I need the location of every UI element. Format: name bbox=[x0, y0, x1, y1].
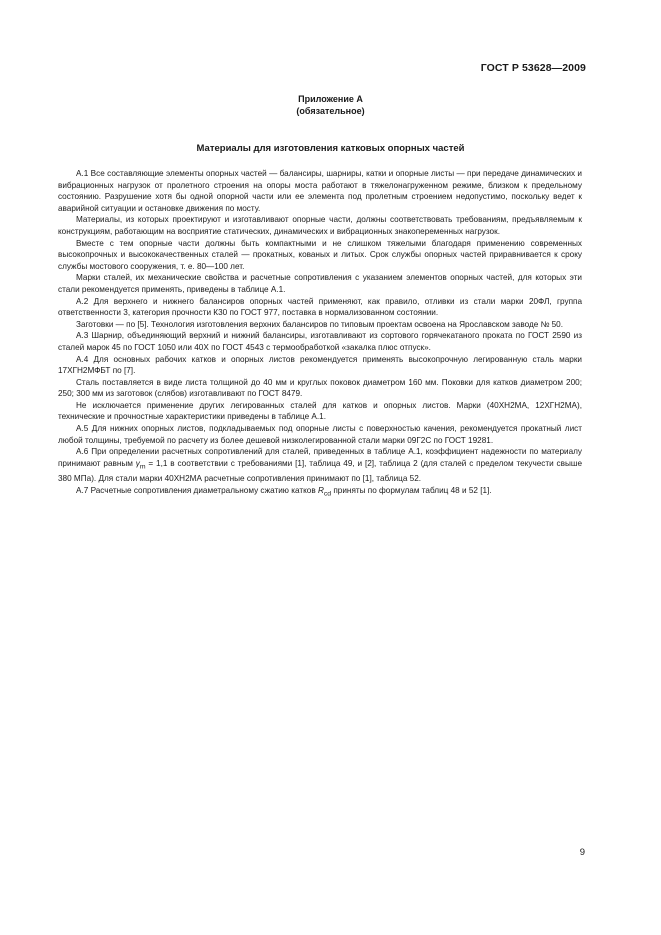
paragraph: А.2 Для верхнего и нижнего балансиров опорных частей применяют, как правило, отливки из стали марки 20ФЛ, группа ответственности 3, категория прочности К30 по ГОСТ 977, поставка в нормализованном состоянии. bbox=[58, 296, 582, 318]
annex-label: Приложение А bbox=[298, 94, 363, 104]
annex-title: Материалы для изготовления катковых опорных частей bbox=[196, 143, 465, 154]
text-run: приняты по формулам таблиц 48 и 52 [1]. bbox=[331, 485, 492, 495]
paragraph: Не исключается применение других легированных сталей для катков и опорных листов. Марки (40ХН2МА, 12ХГН2МА), технические и прочностные характеристики приведены в таблице А.1. bbox=[58, 400, 582, 422]
paragraph: Материалы, из которых проектируют и изготавливают опорные части, должны соответствовать требованиям, предъявляемым к конструкциям, работающим на восприятие статических, динамических и вибрационных знакопеременных нагрузок. bbox=[58, 215, 582, 236]
paragraph: А.5 Для нижних опорных листов, подкладываемых под опорные листы с поверхностью качения, рекомендуется прокатный лист любой толщины, требуемой по расчету из более дешевой низколегированной стали марки 09Г2С по ГОСТ 19281. bbox=[58, 424, 582, 445]
symbol-subscript: cd bbox=[323, 490, 332, 498]
document-body bbox=[58, 168, 582, 500]
symbol-r: R bbox=[317, 485, 324, 495]
paragraph: Марки сталей, их механические свойства и расчетные сопротивления с указанием элементов опорных частей, для которых эти стали рекомендуется применять, приведены в таблице А.1. bbox=[58, 273, 582, 294]
page-number: 9 bbox=[579, 847, 585, 858]
paragraph: Вместе с тем опорные части должны быть компактными и не слишком тяжелыми благодаря применению современных высокопрочных и высококачественных сталей — прокатных, кованых и литых. Срок службы опорных частей приравнивается к сроку службы мостового сооружения, т. е. 80—100 лет. bbox=[58, 238, 582, 271]
paragraph: А.3 Шарнир, объединяющий верхний и нижний балансиры, изготавливают из сортового горячекатаного проката по ГОСТ 2590 из сталей марок 45 по ГОСТ 1050 или 40Х по ГОСТ 4543 с термообработкой «закалка плюс отпуск». bbox=[58, 331, 582, 352]
annex-status: (обязательное) bbox=[296, 106, 365, 116]
text-run: А.6 При определении расчетных сопротивлений для сталей, приведенных в таблице А.1, коэффициент надежности по материалу принимают равным bbox=[58, 447, 582, 468]
document-code: ГОСТ Р 53628—2009 bbox=[480, 62, 586, 74]
text-run: А.7 Расчетные сопротивления диаметральному сжатию катков bbox=[76, 485, 318, 495]
text-run: = 1,1 в соответствии с требованиями [1], таблица 49, и [2], таблица 2 (для сталей с пределом текучести свыше 380 МПа). Для стали марки 40ХН2МА расчетные сопротивления принимают по [1], таблица 52. bbox=[58, 458, 582, 484]
paragraph: А.1 Все составляющие элементы опорных частей — балансиры, шарниры, катки и опорные листы — при передаче динамических и вибрационных нагрузок от пролетного строения на опоры моста работают в тяжелонагруженном режиме, близком к предельному состоянию. Разрушение хотя бы одной опорной части или ее элемента под пролетным строением недопустимо, поскольку ведет к аварийной ситуации и остановке движения по мосту. bbox=[58, 169, 582, 213]
annex-heading bbox=[0, 93, 661, 117]
paragraph: А.4 Для основных рабочих катков и опорных листов рекомендуется применять высокопрочную легированную сталь марки 17ХГН2МФБТ по [7]. bbox=[58, 354, 582, 376]
paragraph-a6 bbox=[58, 446, 582, 484]
symbol-subscript: m bbox=[139, 463, 146, 471]
paragraph-a7 bbox=[58, 485, 582, 500]
symbol-gamma: γ bbox=[135, 458, 140, 468]
paragraph: Заготовки — по [5]. Технология изготовления верхних балансиров по типовым проектам освоена на Ярославском заводе № 50. bbox=[76, 319, 564, 329]
paragraph: Сталь поставляется в виде листа толщиной до 40 мм и круглых поковок диаметром 160 мм. Поковки для катков диаметром 200; 250; 300 мм из заготовок (слябов) изготавливают по ГОСТ 8479. bbox=[58, 377, 582, 399]
